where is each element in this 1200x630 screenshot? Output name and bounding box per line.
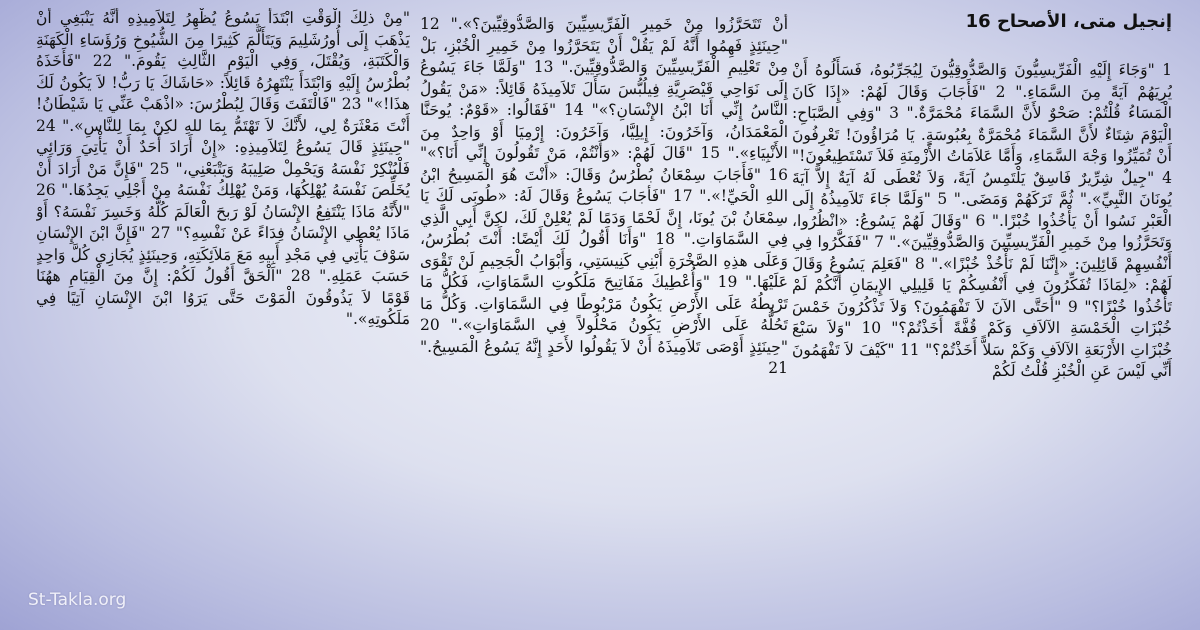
verse-text-right: 1 "وَجَاءَ إِلَيْهِ الْفَرِّيسِيُّونَ وَالصَّدُّوقِيُّونَ لِيُجَرِّبُوهُ، فَسَأَلُوهُ أَنْ يُرِيَهُمْ آيَةً مِنَ السَّمَاءِ." 2 "فَأَجَابَ وَقَالَ لَهُمْ: «إِذَا كَانَ الْمَسَاءُ قُلْتُمْ: صَحْوٌ لأَنَّ السَّمَاءَ مُحْمَرَّةٌ." 3 "وَفِي الصَّبَاحِ: الْيَوْمَ شِتَاءٌ لأَنَّ السَّمَاءَ مُحْمَرَّةٌ بِعُبُوسَةٍ. يَا مُرَاؤُونَ! تَعْرِفُونَ أَنْ تُمَيِّزُوا وَجْهَ السَّمَاءِ، وَأَمَّا عَلاَمَاتُ الأَزْمِنَةِ فَلاَ تَسْتَطِيعُونَ!" 4 "جِيلٌ شِرِّيرٌ فَاسِقٌ يَلْتَمِسُ آيَةً، وَلاَ تُعْطَى لَهُ آيَةٌ إِلاَّ آيَةَ يُونَانَ النَّبِيِّ»." ثُمَّ تَرَكَهُمْ وَمَضَى." 5 "وَلَمَّا جَاءَ تَلاَمِيذُهُ إِلَى الْعَبْرِ نَسُوا أَنْ يَأْخُذُوا خُبْزًا." 6 "وَقَالَ لَهُمْ يَسُوعُ: «انْظُرُوا، وَتَحَرَّزُوا مِنْ خَمِيرِ الْفَرِّيسِيِّينَ وَالصَّدُّوقِيِّينَ»." 7 "فَفَكَّرُوا فِي أَنْفُسِهِمْ قَائِلِينَ: «إِنَّنَا لَمْ نَأْخُذْ خُبْزًا»." 8 "فَعَلِمَ يَسُوعُ وَقَالَ لَهُمْ: «لِمَاذَا تُفَكِّرُونَ فِي أَنْفُسِكُمْ يَا قَلِيلِي الإِيمَانِ أَنَّكُمْ لَمْ تَأْخُذُوا خُبْزًا؟" 9 "أَحَتَّى الآنَ لاَ تَفْهَمُونَ؟ وَلاَ تَذْكُرُونَ خَمْسَ خُبْزَاتِ الْخَمْسَةِ الآلاَفِ وَكَمْ قُفَّةً أَخَذْتُمْ؟" 10 "وَلاَ سَبْعَ خُبْزَاتِ الأَرْبَعَةِ الآلاَفِ وَكَمْ سَلاًّ أَخَذْتُمْ؟" 11 "كَيْفَ لاَ تَفْهَمُونَ أَنِّي لَيْسَ عَنِ الْخُبْزِ قُلْتُ لَكُمْ — [792, 61, 1172, 380]
text-column-middle — [420, 14, 788, 624]
text-column-left — [36, 8, 410, 618]
site-watermark: St-Takla.org — [28, 590, 127, 610]
text-column-right — [792, 8, 1172, 618]
chapter-title: إنجيل متى، الأصحاح 16 — [965, 11, 1172, 32]
verse-text-left: "مِنْ ذلِكَ الْوَقْتِ ابْتَدَأَ يَسُوعُ يُظْهِرُ لِتَلاَمِيذِهِ أَنَّهُ يَنْبَغِي أَنْ يَذْهَبَ إِلَى أُورُشَلِيمَ وَيَتَأَلَّمَ كَثِيرًا مِنَ الشُّيُوخِ وَرُؤَسَاءِ الْكَهَنَةِ وَالْكَتَبَةِ، وَيُقْتَلَ، وَفِي الْيَوْمِ الثَّالِثِ يَقُومَ." 22 "فَأَخَذَهُ بُطْرُسُ إِلَيْهِ وَابْتَدَأَ يَنْتَهِرُهُ قَائِلاً: «حَاشَاكَ يَا رَبُّ! لاَ يَكُونُ لَكَ هذَا!»" 23 "فَالْتَفَتَ وَقَالَ لِبُطْرُسَ: «اذْهَبْ عَنِّي يَا شَيْطَانُ! أَنْتَ مَعْثَرَةٌ لِي، لأَنَّكَ لاَ تَهْتَمُّ بِمَا للهِ لكِنْ بِمَا لِلنَّاسِ»." 24 "حِينَئِذٍ قَالَ يَسُوعُ لِتَلاَمِيذِهِ: «إِنْ أَرَادَ أَحَدٌ أَنْ يَأْتِيَ وَرَائِي فَلْيُنْكِرْ نَفْسَهُ وَيَحْمِلْ صَلِيبَهُ وَيَتْبَعْنِي،" 25 "فَإِنَّ مَنْ أَرَادَ أَنْ يُخَلِّصَ نَفْسَهُ يُهْلِكُهَا، وَمَنْ يُهْلِكُ نَفْسَهُ مِنْ أَجْلِي يَجِدُهَا." 26 "لأَنَّهُ مَاذَا يَنْتَفِعُ الإِنْسَانُ لَوْ رَبحَ الْعَالَمَ كُلَّهُ وَخَسِرَ نَفْسَهُ؟ أَوْ مَاذَا يُعْطِي الإِنْسَانُ فِدَاءً عَنْ نَفْسِهِ؟" 27 "فَإِنَّ ابْنَ الإِنْسَانِ سَوْفَ يَأْتِي فِي مَجْدِ أَبِيهِ مَعَ مَلاَئِكَتِهِ، وَحِينَئِذٍ يُجَازِي كُلَّ وَاحِدٍ حَسَبَ عَمَلِهِ." 28 "اَلْحَقَّ أَقُولُ لَكُمْ: إِنَّ مِنَ الْقِيَامِ ههُنَا قَوْمًا لاَ يَذُوقُونَ الْمَوْتَ حَتَّى يَرَوُا ابْنَ الإِنْسَانِ آتِيًا فِي مَلَكُوتِهِ»." — [36, 9, 410, 328]
verse-text-middle: أَنْ تَتَحَرَّزُوا مِنْ خَمِيرِ الْفَرِّيسِيِّينَ وَالصَّدُّوقِيِّينَ؟»." 12 "حِينَئِذٍ فَهِمُوا أَنَّهُ لَمْ يَقُلْ أَنْ يَتَحَرَّزُوا مِنْ خَمِيرِ الْخُبْزِ، بَلْ مِنْ تَعْلِيمِ الْفَرِّيسِيِّينَ وَالصَّدُّوقِيِّينَ." 13 "وَلَمَّا جَاءَ يَسُوعُ إِلَى نَوَاحِي قَيْصَرِيَّةِ فِيلُبُّسَ سَأَلَ تَلاَمِيذَهُ قَائِلاً: «مَنْ يَقُولُ النَّاسُ إِنِّي أَنَا ابْنُ الإِنْسَانِ؟»" 14 "فَقَالُوا: «قَوْمٌ: يُوحَنَّا الْمَعْمَدَانُ، وَآخَرُونَ: إِيلِيَّا، وَآخَرُونَ: إِرْمِيَا أَوْ وَاحِدٌ مِنَ الأَنْبِيَاءِ»." 15 "قَالَ لَهُمْ: «وَأَنْتُمْ، مَنْ تَقُولُونَ إِنِّي أَنَا؟»" 16 "فَأَجَابَ سِمْعَانُ بُطْرُسُ وَقَالَ: «أَنْتَ هُوَ الْمَسِيحُ ابْنُ اللهِ الْحَيِّ!»." 17 "فَأجَابَ يَسُوعُ وَقَالَ لَهُ: «طُوبَى لَكَ يَا سِمْعَانُ بْنَ يُونَا، إِنَّ لَحْمًا وَدَمًا لَمْ يُعْلِنْ لَكَ، لكِنَّ أَبِي الَّذِي فِي السَّمَاوَاتِ." 18 "وَأَنَا أَقُولُ لَكَ أَيْضًا: أَنْتَ بُطْرُسُ، وَعَلَى هذِهِ الصَّخْرَةِ أَبْنِي كَنِيسَتِي، وَأَبْوَابُ الْجَحِيمِ لَنْ تَقْوَى عَلَيْهَا." 19 "وَأُعْطِيكَ مَفَاتِيحَ مَلَكُوتِ السَّمَاوَاتِ، فَكُلُّ مَا تَرْبِطُهُ عَلَى الأَرْضِ يَكُونُ مَرْبُوطًا فِي السَّمَاوَاتِ. وَكُلُّ مَا تَحُلُّهُ عَلَى الأَرْضِ يَكُونُ مَحْلُولاً فِي السَّمَاوَاتِ»." 20 "حِينَئِذٍ أَوْصَى تَلاَمِيذَهُ أَنْ لاَ يَقُولُوا لأَحَدٍ إِنَّهُ يَسُوعُ الْمَسِيحُ." 21 — [420, 15, 788, 377]
